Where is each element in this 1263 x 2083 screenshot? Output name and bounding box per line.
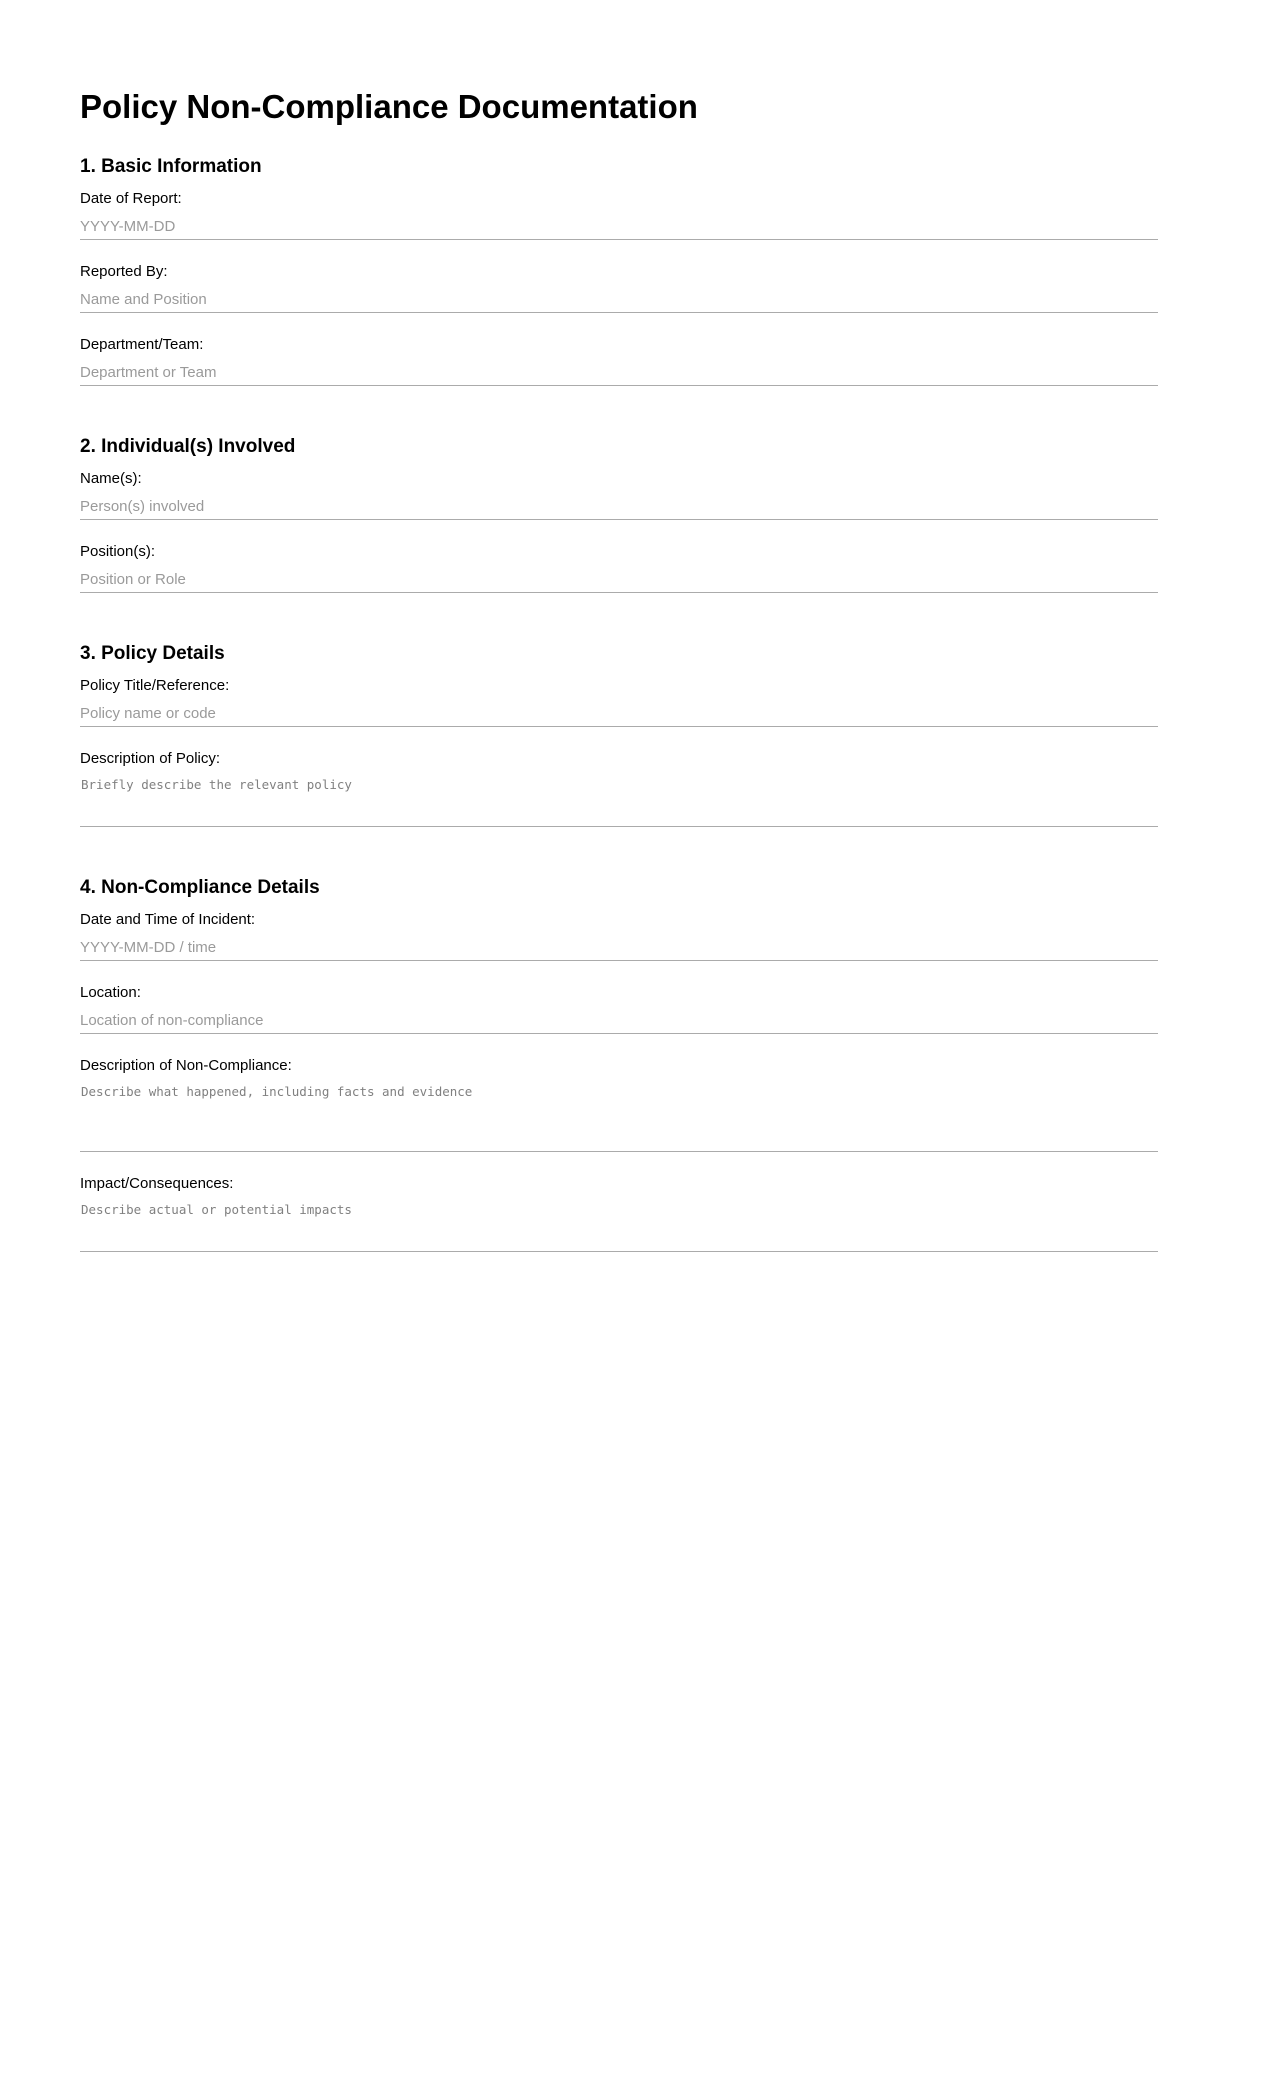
page-title: Policy Non-Compliance Documentation [80, 88, 698, 125]
positions-label: Position(s): [80, 543, 156, 560]
field-impact-consequences [80, 1176, 1158, 1252]
field-noncompliance-description [80, 1058, 1158, 1152]
section-individuals-involved [80, 436, 1158, 617]
section-basic-information-heading: 1. Basic Information [80, 156, 262, 177]
field-location [80, 985, 1158, 1034]
section-noncompliance-details-heading: 4. Non-Compliance Details [80, 877, 320, 898]
incident-datetime-label: Date and Time of Incident: [80, 911, 256, 928]
section-policy-details [80, 643, 1158, 851]
field-policy-title-reference [80, 678, 1158, 727]
field-positions [80, 544, 1158, 593]
positions-input[interactable] [80, 566, 1158, 593]
field-department-team [80, 337, 1158, 386]
section-policy-details-heading: 3. Policy Details [80, 643, 225, 664]
names-label: Name(s): [80, 470, 142, 487]
policy-title-reference-input[interactable] [80, 700, 1158, 727]
policy-title-reference-label: Policy Title/Reference: [80, 677, 230, 694]
field-date-of-report [80, 191, 1158, 240]
date-of-report-label: Date of Report: [80, 190, 182, 207]
section-basic-information [80, 156, 1158, 410]
date-of-report-input[interactable] [80, 213, 1158, 240]
reported-by-label: Reported By: [80, 263, 168, 280]
section-individuals-involved-heading: 2. Individual(s) Involved [80, 436, 296, 457]
field-names [80, 471, 1158, 520]
section-noncompliance-details [80, 877, 1158, 1276]
location-label: Location: [80, 984, 141, 1001]
noncompliance-description-textarea[interactable] [80, 1080, 1158, 1152]
field-policy-description [80, 751, 1158, 827]
incident-datetime-input[interactable] [80, 934, 1158, 961]
department-team-input[interactable] [80, 359, 1158, 386]
reported-by-input[interactable] [80, 286, 1158, 313]
field-reported-by [80, 264, 1158, 313]
noncompliance-description-label: Description of Non-Compliance: [80, 1057, 292, 1074]
impact-consequences-label: Impact/Consequences: [80, 1175, 234, 1192]
field-incident-datetime [80, 912, 1158, 961]
impact-consequences-textarea[interactable] [80, 1198, 1158, 1252]
policy-description-textarea[interactable] [80, 773, 1158, 827]
department-team-label: Department/Team: [80, 336, 204, 353]
policy-description-label: Description of Policy: [80, 750, 221, 767]
location-input[interactable] [80, 1007, 1158, 1034]
names-input[interactable] [80, 493, 1158, 520]
